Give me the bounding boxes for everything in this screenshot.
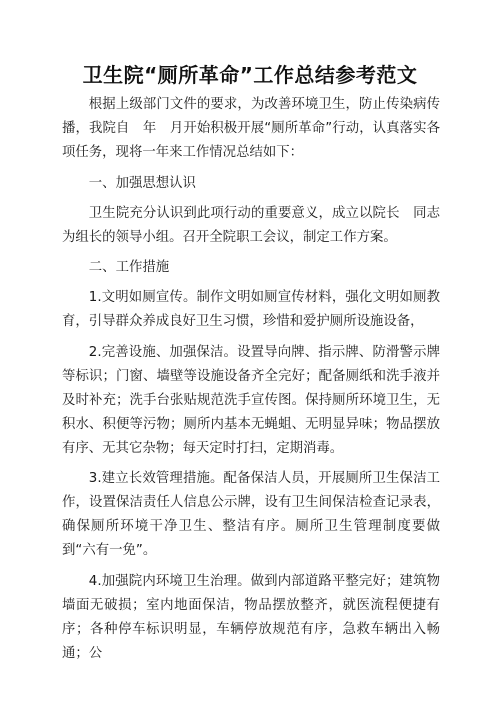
section-heading-1: 一、加强思想认识 xyxy=(88,175,196,191)
section-heading-2: 二、工作措施 xyxy=(88,260,170,276)
body-paragraph: 卫生院充分认识到此项行动的重要意义，成立以院长 同志为组长的领导小组。召开全院职工会议，制定工作方案。 xyxy=(62,205,440,245)
measure-item-3: 3.建立长效管理措施。配备保洁人员，开展厕所卫生保洁工作，设置保洁责任人信息公示牌，设有卫生间保洁检查记录表，确保厕所环境干净卫生、整洁有序。厕所卫生管理制度要做到“六有一免”。 xyxy=(62,471,440,559)
measure-item-4: 4.加强院内环境卫生治理。做到内部道路平整完好；建筑物墙面无破损；室内地面保洁，物品摆放整齐，就医流程便捷有序；各种停车标识明显，车辆停放规范有序，急救车辆出入畅通；公 xyxy=(62,573,440,661)
intro-paragraph: 根据上级部门文件的要求，为改善环境卫生，防止传染病传播，我院自 年 月开始积极开展“厕所革命”行动，认真落实各项任务，现将一年来工作情况总结如下： xyxy=(62,97,440,160)
measure-item-2: 2.完善设施、加强保洁。设置导向牌、指示牌、防滑警示牌等标识；门窗、墙壁等设施设备齐全完好；配备厕纸和洗手液并及时补充；洗手台张贴规范洗手宣传图。保持厕所环境卫生，无积水、积便等污物；厕所内基本无蝇蛆、无明显异味；物品摆放有序、无其它杂物；每天定时打扫，定期消毒。 xyxy=(62,344,440,456)
document-title: 卫生院“厕所革命”工作总结参考范文 xyxy=(82,63,418,87)
measure-item-1: 1.文明如厕宣传。制作文明如厕宣传材料，强化文明如厕教育，引导群众养成良好卫生习惯，珍惜和爱护厕所设施设备， xyxy=(62,290,440,330)
document-body xyxy=(62,93,440,673)
